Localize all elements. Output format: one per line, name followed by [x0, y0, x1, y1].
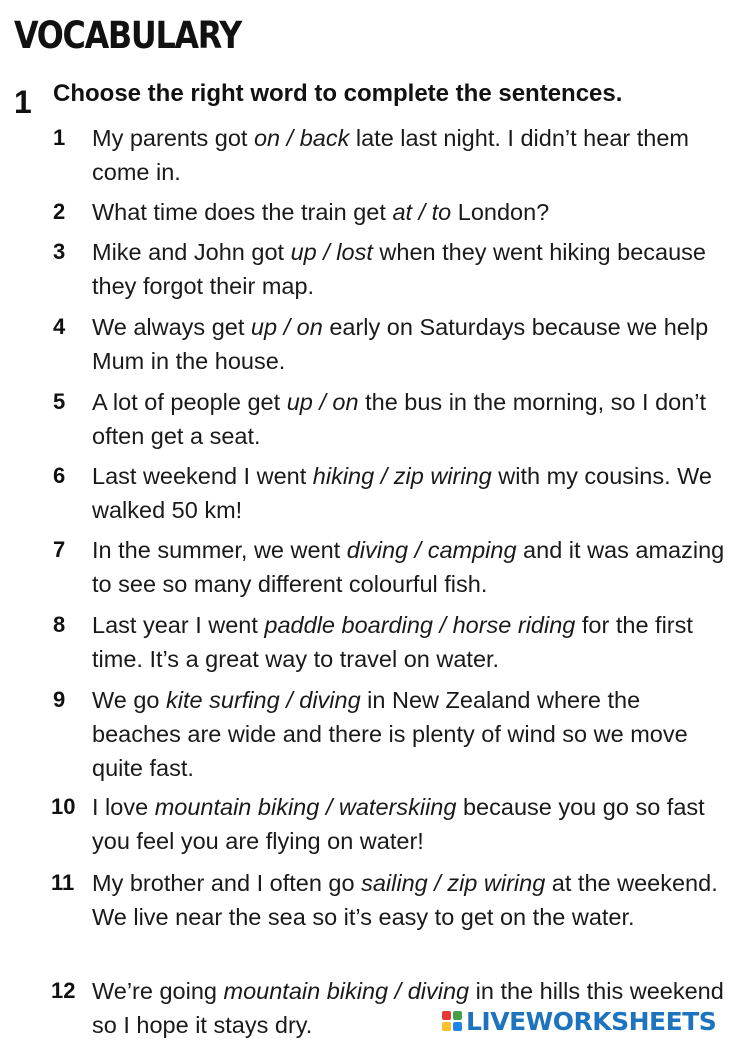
logo-square-blue: [453, 1022, 462, 1031]
sentence-part: with my cousins. We walked 50 km!: [92, 463, 712, 523]
word-choice[interactable]: up / on: [286, 389, 359, 415]
question-text: [92, 608, 732, 676]
sentence-part: at the weekend. We live near the sea so it’s easy to get on the water.: [92, 870, 718, 930]
sentence-part: when they went hiking because they forgot their map.: [92, 239, 707, 299]
question-number: 10: [51, 794, 76, 819]
question-number: 6: [53, 463, 66, 488]
sentence-part: I love: [92, 794, 155, 820]
question-text: [92, 683, 732, 785]
question-number: 3: [53, 239, 66, 264]
word-choice[interactable]: mountain biking / diving: [223, 978, 470, 1004]
sentence-part: Last year I went: [92, 612, 265, 638]
word-choice[interactable]: up / lost: [290, 239, 373, 265]
question-number: 9: [53, 687, 66, 712]
question-text: [92, 235, 732, 303]
logo-square-yellow: [442, 1022, 451, 1031]
sentence-part: London?: [451, 199, 550, 225]
question-number: 5: [53, 389, 66, 414]
question-text: [92, 866, 732, 934]
question-text: [92, 459, 732, 527]
word-choice[interactable]: on / back: [253, 125, 350, 151]
question-number: 7: [53, 537, 66, 562]
question-number: 4: [53, 314, 66, 339]
word-choice[interactable]: kite surfing / diving: [166, 687, 361, 713]
question-text: [92, 195, 732, 229]
word-choice[interactable]: diving / camping: [346, 537, 517, 563]
sentence-part: A lot of people get: [92, 389, 287, 415]
liveworksheets-watermark[interactable]: [440, 1004, 716, 1038]
sentence-part: We go: [92, 687, 167, 713]
exercise-instruction: Choose the right word to complete the sentences.: [53, 80, 623, 107]
logo-square-green: [453, 1011, 462, 1020]
question-text: [92, 385, 732, 453]
sentence-part: Mike and John got: [92, 239, 291, 265]
question-text: [92, 533, 732, 601]
sentence-part: We’re going: [92, 978, 224, 1004]
sentence-part: late last night. I didn’t hear them come in.: [92, 125, 689, 185]
word-choice[interactable]: sailing / zip wiring: [361, 870, 546, 896]
sentence-part: In the summer, we went: [92, 537, 347, 563]
question-number: 11: [51, 870, 75, 895]
question-text: [92, 121, 732, 189]
word-choice[interactable]: at / to: [392, 199, 452, 225]
word-choice[interactable]: up / on: [250, 314, 323, 340]
question-number: 2: [53, 199, 66, 224]
question-text: [92, 310, 732, 378]
sentence-part: the bus in the morning, so I don’t often get a seat.: [92, 389, 707, 449]
word-choice[interactable]: hiking / zip wiring: [312, 463, 492, 489]
sentence-part: early on Saturdays because we help Mum in the house.: [92, 314, 709, 374]
question-number: 1: [53, 125, 66, 150]
sentence-part: What time does the train get: [92, 199, 393, 225]
question-text: [92, 790, 732, 858]
sentence-part: My brother and I often go: [92, 870, 362, 896]
sentence-part: My parents got: [92, 125, 254, 151]
sentence-part: Last weekend I went: [92, 463, 313, 489]
sentence-part: and it was amazing to see so many different colourful fish.: [92, 537, 725, 597]
sentence-part: We always get: [92, 314, 251, 340]
sentence-part: in New Zealand where the beaches are wide and there is plenty of wind so we move quite fast.: [92, 687, 688, 781]
word-choice[interactable]: mountain biking / waterskiing: [154, 794, 457, 820]
sentence-part: because you go so fast you feel you are flying on water!: [92, 794, 705, 854]
liveworksheets-logo-icon: [442, 1011, 462, 1031]
page-title: VOCABULARY: [14, 14, 241, 57]
question-number: 12: [51, 978, 76, 1003]
exercise-number: 1: [14, 84, 32, 120]
word-choice[interactable]: paddle boarding / horse riding: [264, 612, 576, 638]
sentence-part: in the hills this weekend so I hope it stays dry.: [92, 978, 724, 1038]
sentence-part: for the first time. It’s a great way to travel on water.: [92, 612, 693, 672]
logo-square-red: [442, 1011, 451, 1020]
watermark-text: LIVEWORKSHEETS: [466, 1006, 717, 1036]
question-number: 8: [53, 612, 66, 637]
